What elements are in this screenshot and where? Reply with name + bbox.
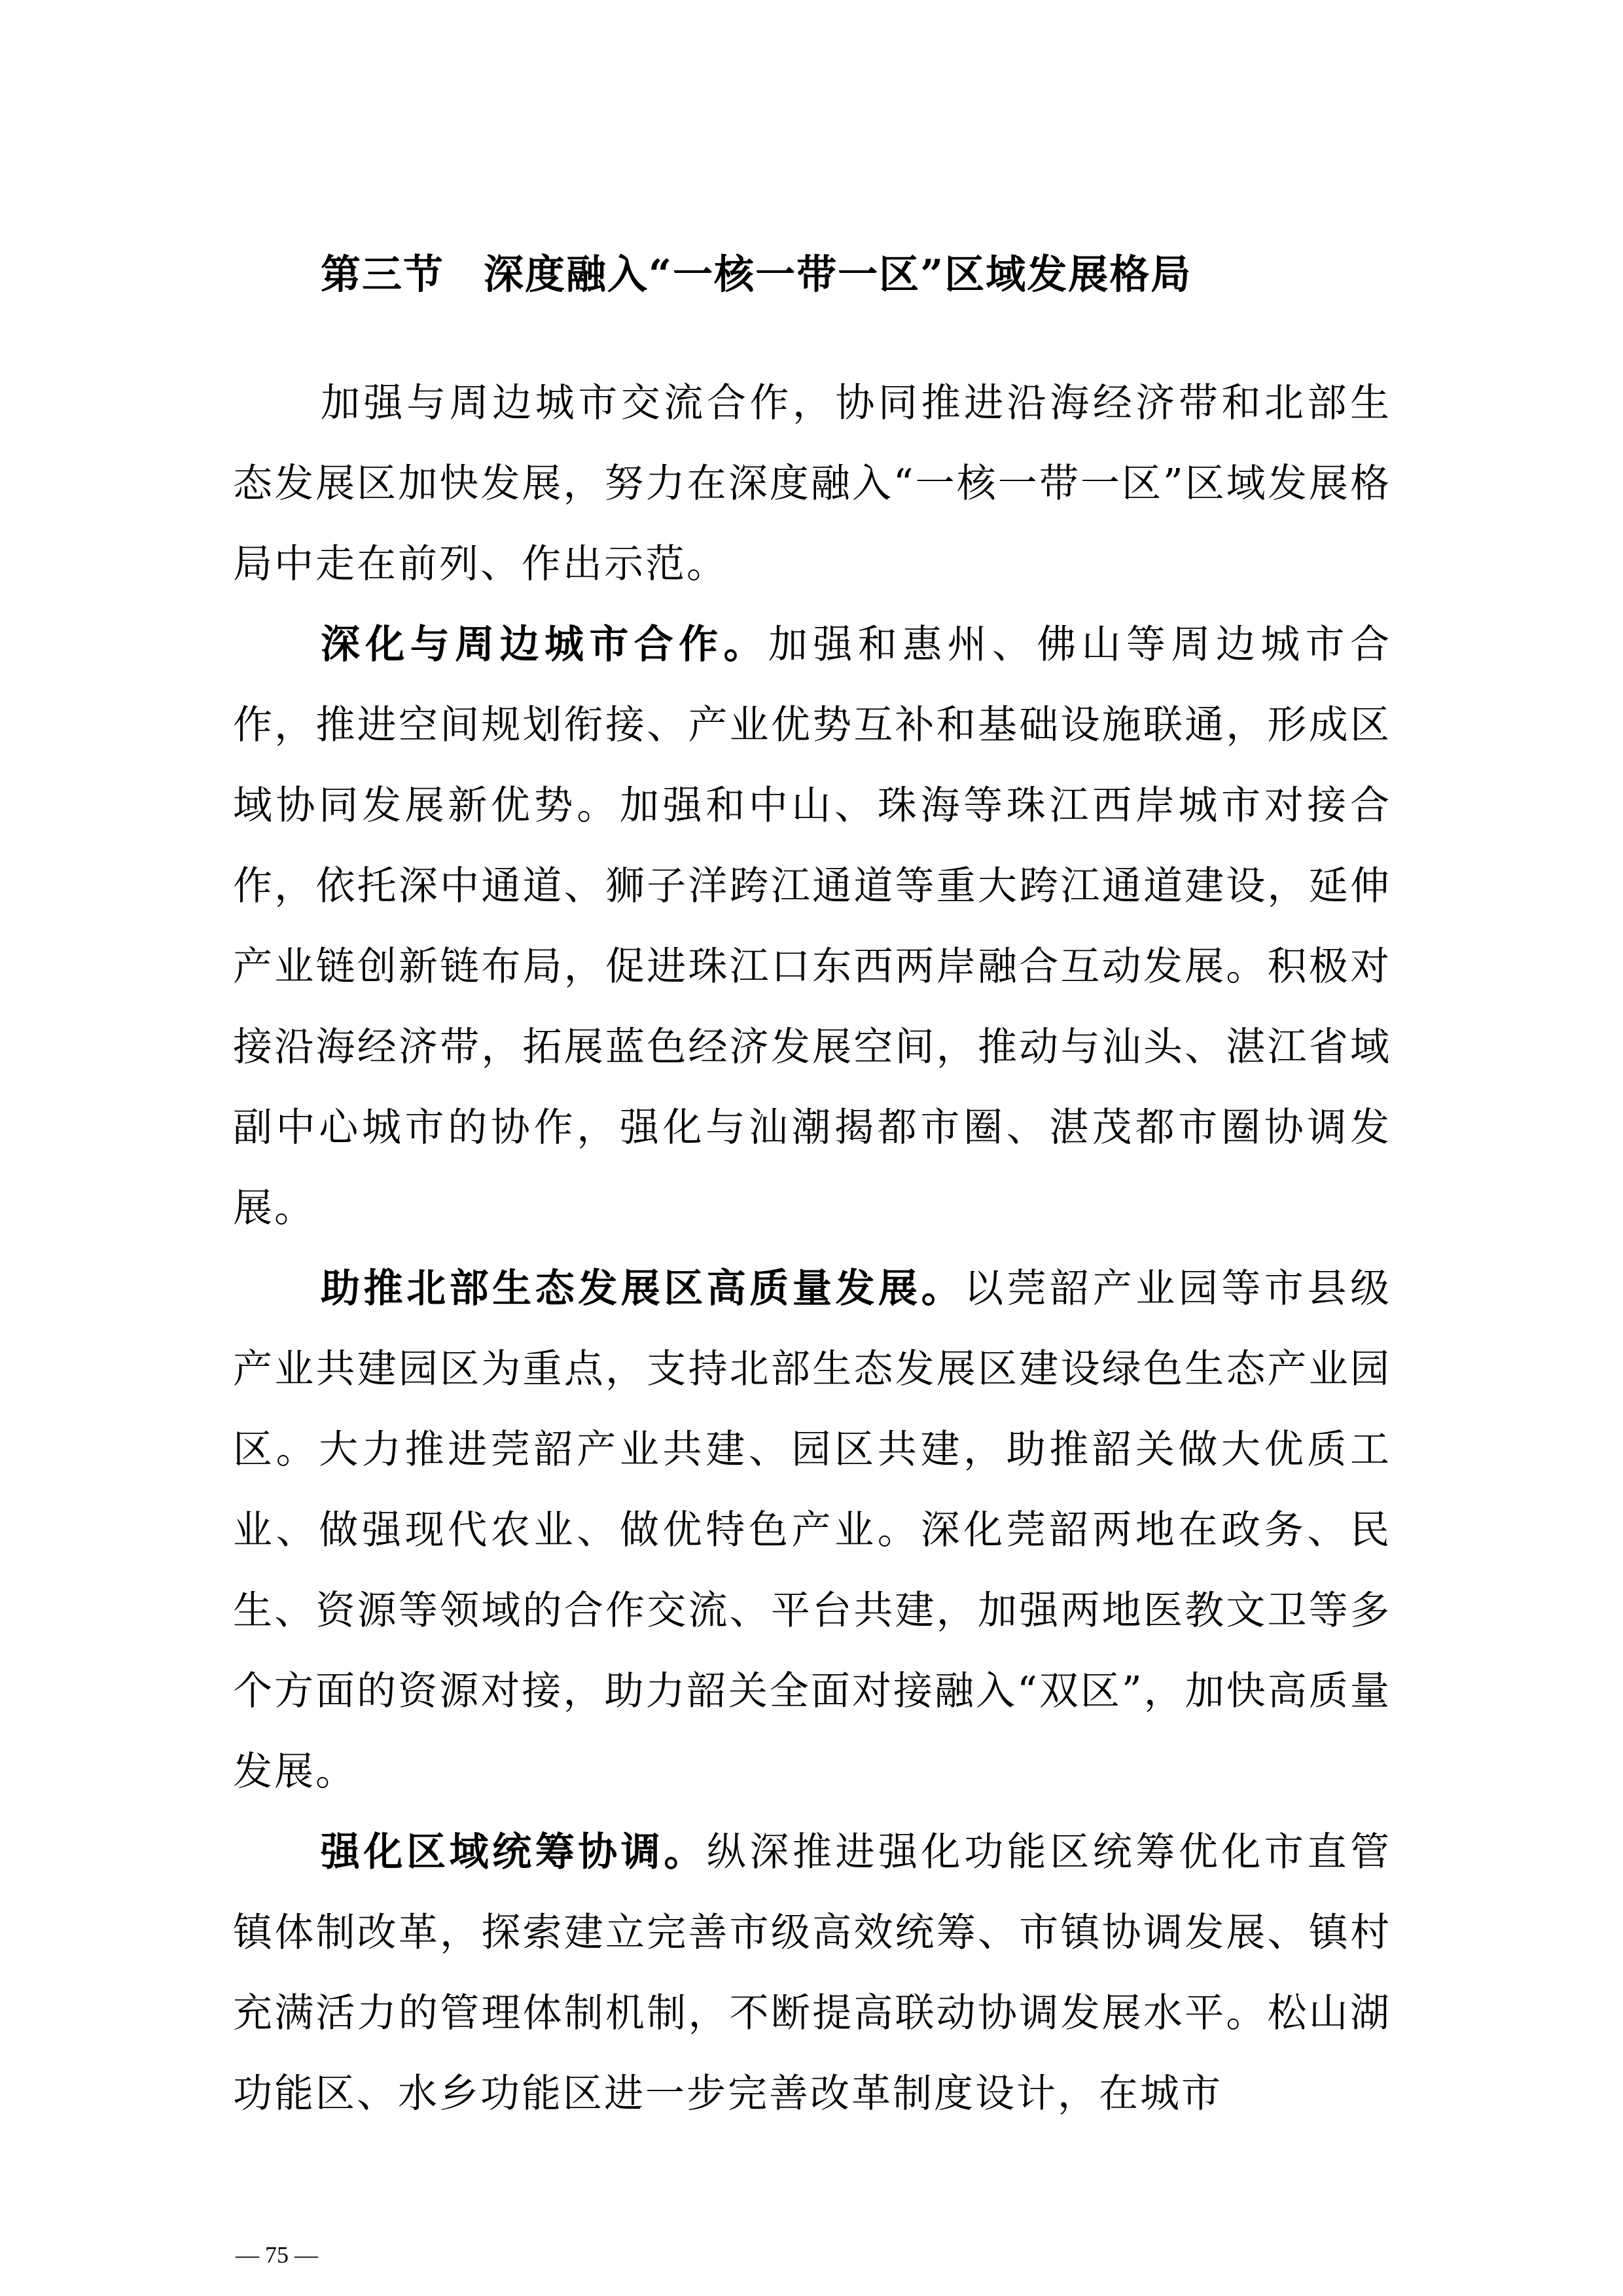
paragraph-lead: 强化区域统筹协调。 [321,1829,707,1875]
section-number: 第三节 [321,251,445,298]
paragraph-northern-ecology [233,1249,1391,1812]
section-heading [321,242,1368,308]
paragraph-regional-coordination [233,1812,1391,2134]
paragraph-lead: 深化与周边城市合作。 [321,622,768,668]
section-title: 深度融入“一核一带一区”区域发展格局 [484,251,1192,298]
paragraph-city-cooperation [233,605,1391,1249]
paragraph-lead: 助推北部生态发展区高质量发展。 [321,1266,965,1312]
paragraph-intro [233,363,1391,605]
body-text [233,363,1391,2134]
paragraph-text: 加强与周边城市交流合作，协同推进沿海经济带和北部生态发展区加快发展，努力在深度融入“一核一带一区”区域发展格局中走在前列、作出示范。 [233,380,1391,587]
paragraph-text: 纵深推进强化功能区统筹优化市直管镇体制改革，探索建立完善市级高效统筹、市镇协调发展、镇村充满活力的管理体制机制，不断提高联动协调发展水平。松山湖功能区、水乡功能区进一步完善改革制度设计，在城市 [233,1829,1391,2117]
page-number: — 75 — [236,2242,318,2268]
paragraph-text: 以莞韶产业园等市县级产业共建园区为重点，支持北部生态发展区建设绿色生态产业园区。大力推进莞韶产业共建、园区共建，助推韶关做大优质工业、做强现代农业、做优特色产业。深化莞韶两地在政务、民生、资源等领域的合作交流、平台共建，加强两地医教文卫等多个方面的资源对接，助力韶关全面对接融入“双区”，加快高质量发展。 [233,1266,1391,1795]
paragraph-text: 加强和惠州、佛山等周边城市合作，推进空间规划衔接、产业优势互补和基础设施联通，形成区域协同发展新优势。加强和中山、珠海等珠江西岸城市对接合作，依托深中通道、狮子洋跨江通道等重大跨江通道建设，延伸产业链创新链布局，促进珠江口东西两岸融合互动发展。积极对接沿海经济带，拓展蓝色经济发展空间，推动与汕头、湛江省域副中心城市的协作，强化与汕潮揭都市圈、湛茂都市圈协调发展。 [233,622,1392,1231]
